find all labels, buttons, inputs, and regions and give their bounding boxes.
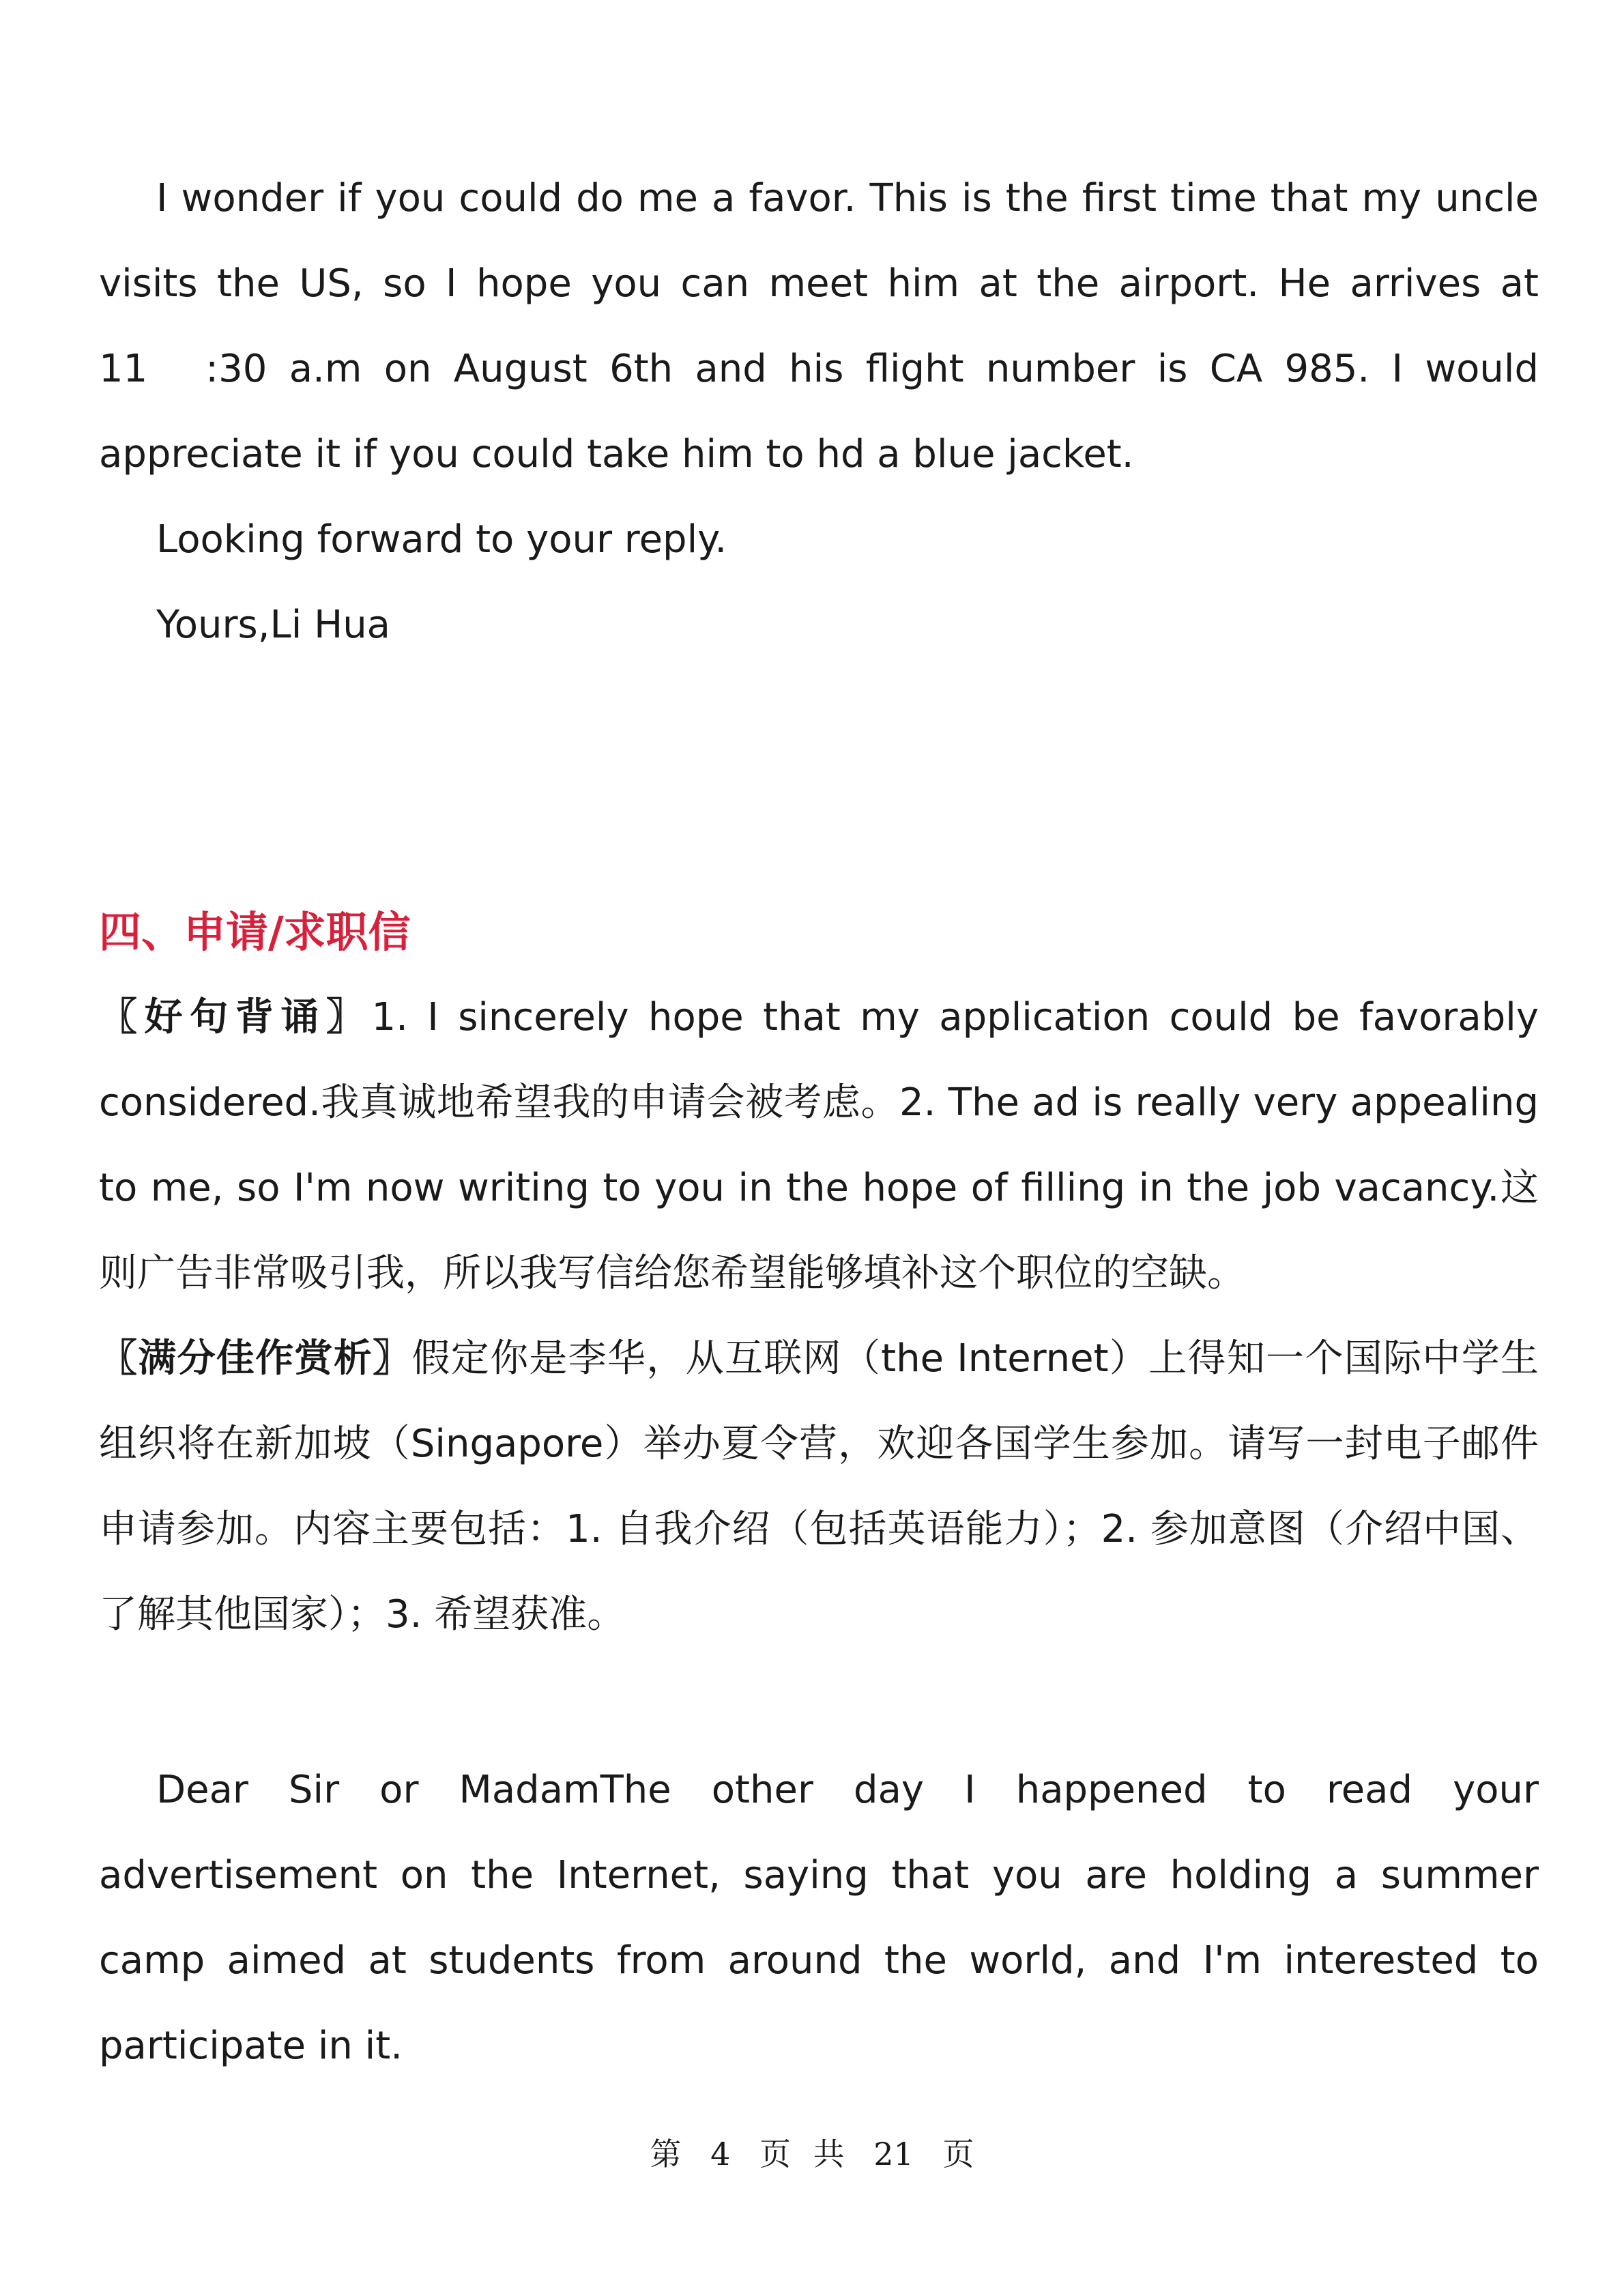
sample-letter-body: Dear Sir or MadamThe other day I happened to read your advertisement on the Internet, saying that you are holding a summer camp aimed at students from around the world, and I'm interested to participate in it. [99,1768,1539,2068]
footer-prefix: 第 [650,2136,682,2172]
letter-body-paragraph: I wonder if you could do me a favor. This is the first time that my uncle visits the US, so I hope you can meet him at the airport. He arrives at 11 :30 a.m on August 6th and his flight number is CA 985. I would appreciate it if you could take him to hd a blue jacket. [99,176,1539,476]
good-sentences-label: 〖好句背诵〗 [99,995,372,1039]
footer-suffix: 页 [942,2136,974,2172]
paragraph-spacer [99,1657,1539,1747]
sample-prompt-paragraph [99,1316,1539,1657]
sample-label: 〖满分佳作赏析〗 [99,1336,412,1381]
letter-closing: Looking forward to your reply. [156,517,727,562]
sample-prompt-text: 假定你是李华，从互联网（the Internet）上得知一个国际中学生组织将在新加坡（Singapore）举办夏令营，欢迎各国学生参加。请写一封电子邮件申请参加。内容主要包括：1. 自我介绍（包括英语能力）；2. 参加意图（介绍中国、了解其他国家）；3. 希望获准。 [99,1336,1539,1637]
section-spacer [99,668,1539,889]
footer-mid: 页 共 [759,2136,845,2172]
footer-current-page: 4 [710,2136,731,2172]
letter-signature: Yours,Li Hua [156,603,390,647]
section-heading: 四、申请/求职信 [99,907,411,957]
page-footer [0,2129,1624,2175]
good-sentences-text: 1. I sincerely hope that my application could be favorably considered.我真诚地希望我的申请会被考虑。2. The ad is really very appealing to me, so I'm now writing to you in the hope of filling in the job vacancy.这则广告非常吸引我，所以我写信给您希望能够填补这个职位的空缺。 [99,995,1539,1295]
good-sentences-paragraph [99,975,1539,1316]
document-page [99,156,1539,2089]
footer-total-pages: 21 [873,2136,914,2172]
